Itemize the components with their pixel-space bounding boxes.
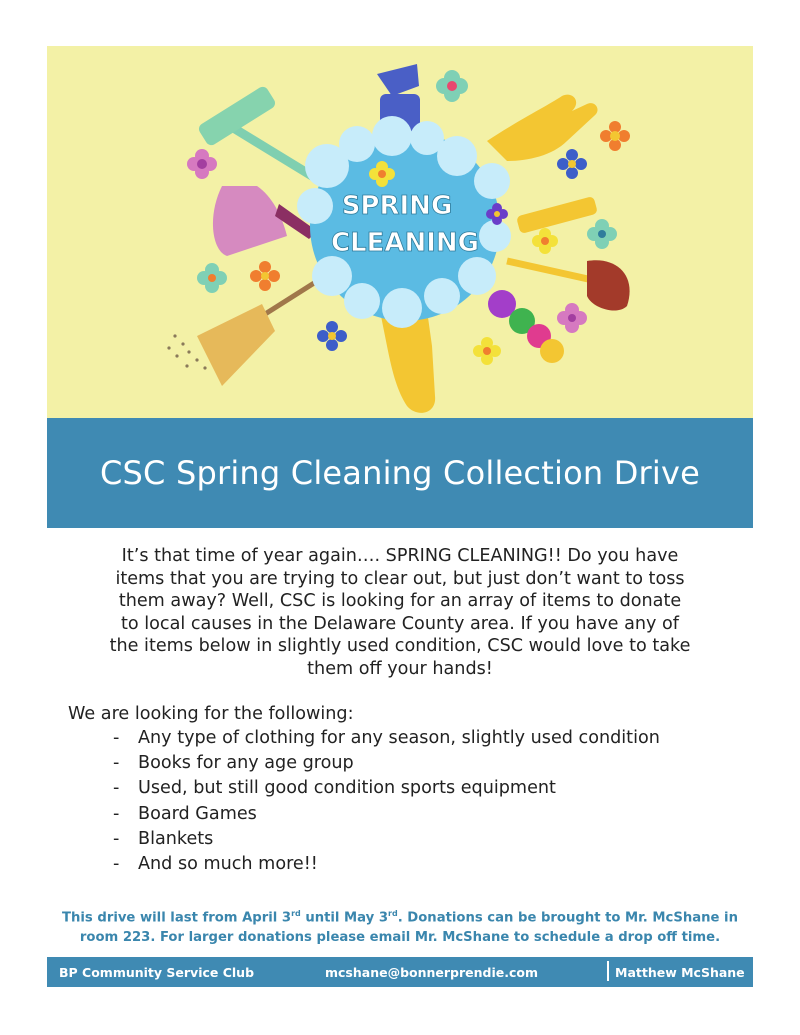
- flower-icon: [557, 149, 587, 179]
- footer-bar: [47, 957, 753, 987]
- logo-line-1: SPRING: [341, 191, 453, 221]
- list-item: [113, 802, 660, 827]
- donation-items-list: [113, 726, 660, 877]
- contact-email-link[interactable]: mcshane@bonnerprendie.com: [325, 965, 539, 980]
- note-text: until May 3: [300, 910, 389, 926]
- list-item-text: Books for any age group: [138, 753, 354, 774]
- intro-line: to local causes in the Delaware County area. If you have any of: [121, 613, 679, 634]
- flower-icon: [197, 263, 227, 293]
- title-banner: [47, 418, 753, 528]
- list-item-text: Board Games: [138, 803, 257, 824]
- flower-icon: [436, 70, 468, 102]
- note-text: This drive will last from April 3: [62, 910, 292, 926]
- intro-paragraph: [60, 545, 740, 680]
- plunger-icon: [507, 260, 630, 310]
- intro-line: them off your hands!: [307, 658, 493, 679]
- footer-divider: [607, 961, 609, 981]
- list-bullet: -: [113, 728, 120, 748]
- list-heading: We are looking for the following:: [68, 704, 354, 724]
- contact-name: Matthew McShane: [615, 965, 745, 980]
- note-text: . Donations can be brought to Mr. McShane in: [397, 910, 738, 926]
- intro-line: items that you are trying to clear out, but just don’t want to toss: [115, 568, 685, 589]
- flower-icon: [600, 121, 630, 151]
- ordinal-suffix: rd: [291, 909, 301, 918]
- flower-icon: [587, 219, 617, 249]
- flower-icon: [250, 261, 280, 291]
- intro-line: It’s that time of year again…. SPRING CLEANING!! Do you have: [121, 546, 679, 566]
- cleaning-tools-graphic: [47, 46, 753, 418]
- list-item: [113, 776, 660, 801]
- spring-cleaning-illustration: [47, 46, 753, 418]
- ordinal-suffix: rd: [388, 909, 398, 918]
- list-item: [113, 751, 660, 776]
- intro-line: them away? Well, CSC is looking for an array of items to donate: [118, 591, 682, 611]
- logo-line-2: CLEANING: [330, 228, 480, 258]
- list-item: [113, 726, 660, 751]
- list-item: [113, 827, 660, 852]
- list-item-text: Any type of clothing for any season, slightly used condition: [138, 728, 660, 748]
- flower-icon: [473, 337, 501, 365]
- list-bullet: -: [113, 803, 120, 824]
- glove-icon: [487, 95, 598, 161]
- flower-icon: [317, 321, 347, 351]
- intro-line: the items below in slightly used condition, CSC would love to take: [109, 636, 691, 656]
- flower-icon: [557, 303, 587, 333]
- list-item: [113, 852, 660, 877]
- broom-icon: [167, 278, 322, 386]
- note-line-2: room 223. For larger donations please email Mr. McShane to schedule a drop off time.: [79, 930, 721, 946]
- list-bullet: -: [113, 778, 120, 799]
- flower-icon: [187, 149, 217, 179]
- flower-icon: [532, 228, 558, 254]
- note-line-1: [55, 904, 745, 928]
- drive-details-note: [55, 904, 745, 948]
- list-item-text: And so much more!!: [138, 854, 318, 875]
- soap-bubble-icon: [297, 116, 511, 328]
- club-name: BP Community Service Club: [59, 965, 255, 980]
- brush-icon: [516, 196, 598, 234]
- list-item-text: Blankets: [138, 828, 214, 849]
- list-bullet: -: [113, 828, 120, 849]
- list-bullet: -: [113, 753, 120, 774]
- page-title: CSC Spring Cleaning Collection Drive: [99, 454, 701, 492]
- list-bullet: -: [113, 854, 120, 875]
- list-item-text: Used, but still good condition sports equipment: [138, 778, 556, 799]
